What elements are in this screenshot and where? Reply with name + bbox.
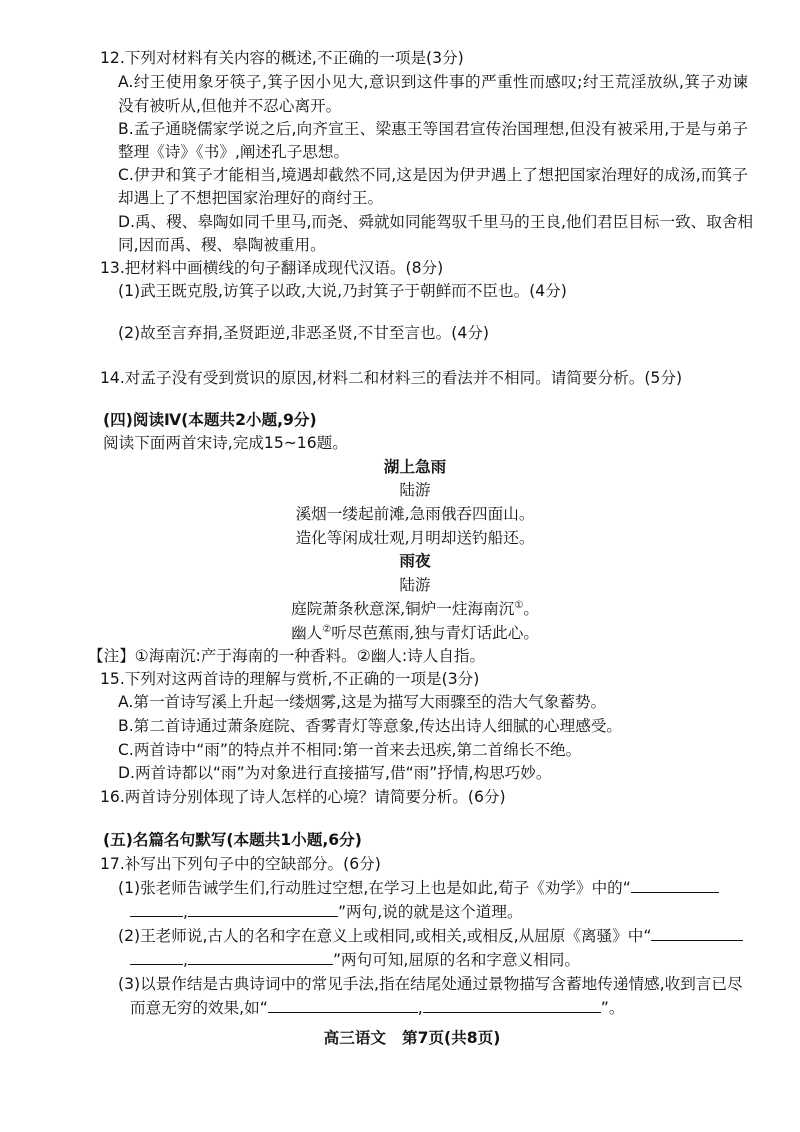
- q13-stem: 13.把材料中画横线的句子翻译成现代汉语。(8分): [100, 259, 444, 277]
- poem-1-line-1: 溪烟一缕起前滩,急雨俄吞四面山。: [295, 505, 535, 523]
- poem-2-author: 陆游: [399, 576, 431, 594]
- footer-subject: 高三语文: [323, 1029, 387, 1047]
- q15-option-a: A.第一首诗写溪上升起一缕烟雾,这是为描写大雨骤至的浩大气象蓄势。: [118, 693, 607, 711]
- q17-item-1-line-2: [130, 903, 523, 921]
- q17-item-2-tail: ”两句可知,屈原的名和字意义相同。: [332, 951, 580, 969]
- q17-item-3-line-1: (3)以景作结是古典诗词中的常见手法,指在结尾处通过景物描写含蓄地传递情感,收到言已尽: [118, 975, 743, 993]
- q12-option-d-line-1: D.禹、稷、皋陶如同千里马,而尧、舜就如同能驾驭千里马的王良,他们君臣目标一致、取舍相: [118, 213, 754, 231]
- q15-option-d: D.两首诗都以“雨”为对象进行直接描写,借“雨”抒情,构思巧妙。: [118, 764, 552, 782]
- answer-blank: [188, 903, 338, 917]
- q17-item-1-line-1: [118, 879, 719, 897]
- poem-1-author: 陆游: [399, 481, 431, 499]
- section-4-instruction: 阅读下面两首宋诗,完成15~16题。: [103, 434, 348, 452]
- q13-item-2: (2)故至言弃捐,圣贤距逆,非恶圣贤,不甘至言也。(4分): [118, 324, 489, 342]
- q12-stem: 12.下列对材料有关内容的概述,不正确的一项是(3分): [100, 49, 464, 67]
- answer-blank: [130, 951, 183, 965]
- q12-option-a-line-2: 没有被听从,但他并不忍心离开。: [118, 97, 342, 115]
- poem-2-line-1-end: 。: [523, 600, 539, 618]
- footnote-marker-2: ②: [322, 623, 332, 635]
- q12-option-b-line-1: B.孟子通晓儒家学说之后,向齐宣王、梁惠王等国君宣传治国理想,但没有被采用,于是与弟子: [118, 120, 748, 138]
- poem-2-line-1: [100, 600, 730, 618]
- q16-stem: 16.两首诗分别体现了诗人怎样的心境？请简要分析。(6分): [100, 788, 506, 806]
- q17-item-2-text: (2)王老师说,古人的名和字在意义上或相同,或相关,或相反,从屈原《离骚》中“: [118, 927, 652, 945]
- section-4-heading: (四)阅读Ⅳ(本题共2小题,9分): [103, 411, 317, 429]
- page-footer: [300, 1029, 524, 1047]
- q17-item-1-tail: ”两句,说的就是这个道理。: [337, 903, 523, 921]
- q14-stem: 14.对孟子没有受到赏识的原因,材料二和材料三的看法并不相同。请简要分析。(5分): [100, 369, 683, 387]
- q17-stem: 17.补写出下列句子中的空缺部分。(6分): [100, 855, 381, 873]
- answer-blank: [188, 951, 333, 965]
- q13-item-1: (1)武王既克殷,访箕子以政,大说,乃封箕子于朝鲜而不臣也。(4分): [118, 282, 567, 300]
- footer-page-number: 第7页(共8页): [402, 1029, 501, 1047]
- poem-1-line-2: 造化等闲成壮观,月明却送钓船还。: [295, 529, 535, 547]
- poem-2-title: 雨夜: [399, 551, 431, 570]
- footnote-marker-1: ①: [514, 599, 524, 611]
- poem-2-line-2: [100, 624, 730, 642]
- q12-option-c-line-1: C.伊尹和箕子才能相当,境遇却截然不同,这是因为伊尹遇上了想把国家治理好的成汤,而箕子: [118, 166, 748, 184]
- q15-option-b: B.第二首诗通过萧条庭院、香雾青灯等意象,传达出诗人细腻的心理感受。: [118, 717, 623, 735]
- answer-blank: [631, 879, 719, 893]
- q17-item-3-text: 而意无穷的效果,如“: [130, 999, 268, 1017]
- q17-item-2-line-2: [130, 951, 580, 969]
- poem-2-line-2-text: 听尽芭蕉雨,独与青灯话此心。: [331, 624, 539, 642]
- poem-2-line-2-pre: 幽人: [291, 624, 323, 642]
- blank-separator: ,: [417, 999, 423, 1017]
- section-5-heading: (五)名篇名句默写(本题共1小题,6分): [103, 831, 362, 849]
- q17-item-1-text: (1)张老师告诫学生们,行动胜过空想,在学习上也是如此,荀子《劝学》中的“: [118, 879, 631, 897]
- blank-separator: ,: [183, 951, 188, 969]
- answer-blank: [268, 999, 418, 1013]
- answer-blank: [651, 927, 743, 941]
- q15-option-c: C.两首诗中“雨”的特点并不相同:第一首来去迅疾,第二首绵长不绝。: [118, 741, 582, 759]
- q12-option-a-line-1: A.纣王使用象牙筷子,箕子因小见大,意识到这件事的严重性而感叹;纣王荒淫放纵,箕子劝谏: [118, 73, 748, 91]
- q15-stem: 15.下列对这两首诗的理解与赏析,不正确的一项是(3分): [100, 670, 480, 688]
- q17-item-2-line-1: [118, 927, 743, 945]
- answer-blank: [423, 999, 601, 1013]
- poem-2-line-1-text: 庭院萧条秋意深,铜炉一炷海南沉: [291, 600, 515, 618]
- answer-blank: [130, 903, 183, 917]
- poem-notes: 【注】①海南沉:产于海南的一种香料。②幽人:诗人自指。: [88, 647, 486, 665]
- q12-option-d-line-2: 同,因而禹、稷、皋陶被重用。: [118, 236, 326, 254]
- q12-option-b-line-2: 整理《诗》《书》,阐述孔子思想。: [118, 143, 350, 161]
- poem-1-title: 湖上急雨: [383, 457, 447, 476]
- blank-separator: ,: [183, 903, 188, 921]
- q17-item-3-tail: ”。: [600, 999, 625, 1017]
- q17-item-3-line-2: [130, 999, 624, 1017]
- q12-option-c-line-2: 却遇上了不想把国家治理好的商纣王。: [118, 189, 384, 207]
